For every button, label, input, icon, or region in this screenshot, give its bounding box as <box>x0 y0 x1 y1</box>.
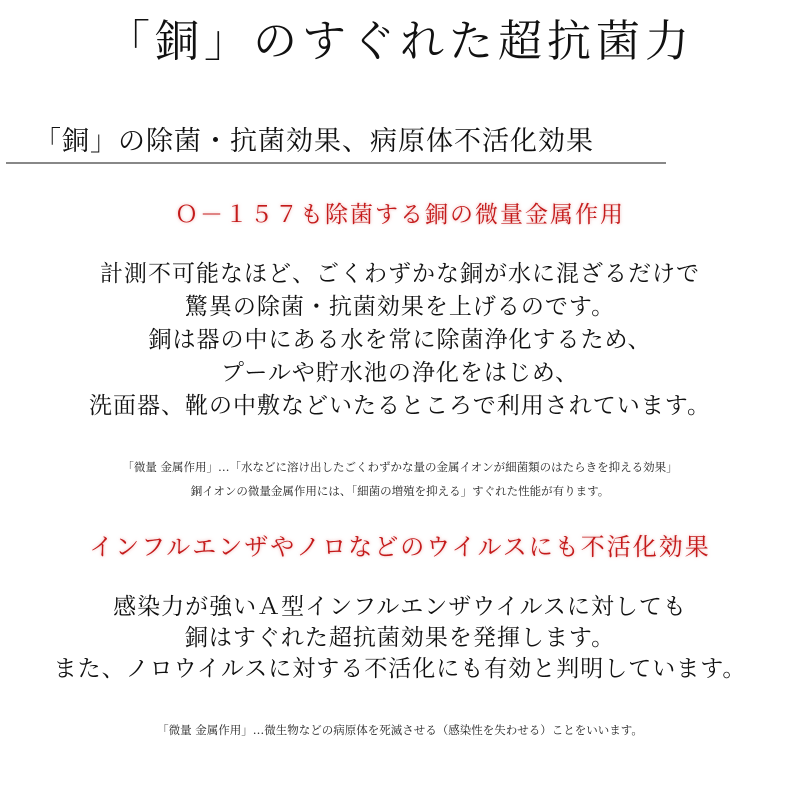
body-line: 銅はすぐれた超抗菌効果を発揮します。 <box>184 625 616 651</box>
section-heading: 「銅」の除菌・抗菌効果、病原体不活化効果 <box>34 126 594 157</box>
footnote-line: 「微量 金属作用」…「水などに溶け出したごくわずかな量の金属イオンが細菌類のはたらきを抑える効果」 <box>122 460 678 474</box>
footnote-line: 銅イオンの微量金属作用には、「細菌の増殖を抑える」すぐれた性能が有ります。 <box>190 484 610 498</box>
page-title: 「銅」のすぐれた超抗菌力 <box>106 16 694 67</box>
body-text-virus <box>0 592 800 685</box>
body-line: また、ノロウイルスに対する不活化にも有効と判明しています。 <box>53 656 747 682</box>
body-line: 計測不可能なほど、ごくわずかな銅が水に混ざるだけで <box>100 261 700 287</box>
footnote-pathogen: 「微量 金属作用」…微生物などの病原体を死滅させる（感染性を失わせる）ことをいいます。 <box>157 723 643 737</box>
body-text-copy-action <box>0 258 800 423</box>
subheading-virus: インフルエンザやノロなどのウイルスにも不活化効果 <box>89 533 711 561</box>
body-line: 洗面器、靴の中敷などいたるところで利用されています。 <box>89 393 711 419</box>
body-line: 感染力が強いＡ型インフルエンザウイルスに対しても <box>113 594 687 620</box>
body-line: プールや貯水池の浄化をはじめ、 <box>221 360 579 386</box>
body-line: 銅は器の中にある水を常に除菌浄化するため、 <box>148 327 652 353</box>
subheading-o157: Ｏ－１５７も除菌する銅の微量金属作用 <box>175 202 625 228</box>
body-line: 驚異の除菌・抗菌効果を上げるのです。 <box>184 294 616 320</box>
footnote-trace-metal <box>0 455 800 503</box>
section-divider <box>6 162 666 164</box>
